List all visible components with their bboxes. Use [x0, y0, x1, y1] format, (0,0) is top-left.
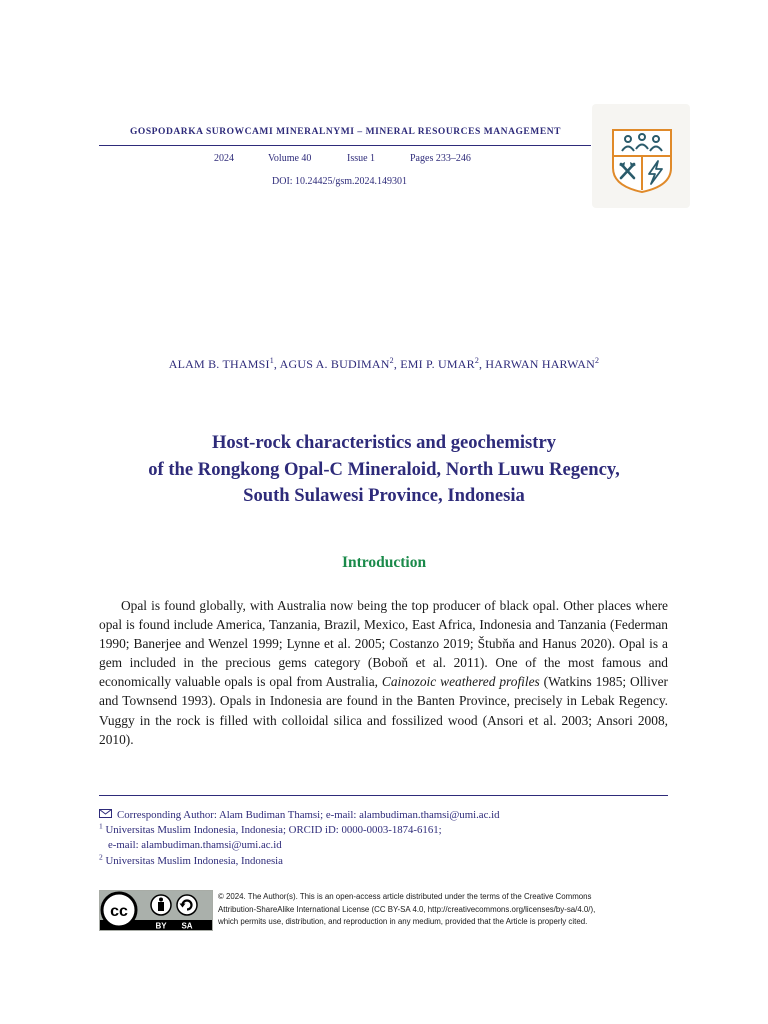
author-affiliation: 2 — [389, 356, 394, 365]
journal-pages: Pages 233–246 — [410, 153, 471, 164]
license-text — [218, 891, 670, 929]
author-name: EMI P. UMAR — [400, 357, 475, 371]
author-affiliation: 2 — [474, 356, 480, 365]
body-italic-term: Cainozoic weathered profiles — [381, 674, 540, 690]
journal-logo-icon — [611, 128, 673, 194]
journal-doi: DOI: 10.24425/gsm.2024.149301 — [272, 176, 407, 187]
affiliation-footnote-2 — [99, 854, 668, 869]
author-affiliation: 1 — [269, 356, 274, 365]
author-separator: , — [273, 357, 280, 371]
journal-volume: Volume 40 — [268, 153, 312, 164]
cc-by-sa-badge — [99, 890, 213, 931]
author-separator: , — [479, 357, 486, 371]
license-line: © 2024. The Author(s). This is an open-access article distributed under the terms of the Creative Commons — [218, 892, 592, 901]
affiliation-email: e-mail: alambudiman.thamsi@umi.ac.id — [108, 839, 282, 852]
journal-issue: Issue 1 — [347, 153, 376, 164]
footnotes — [99, 808, 668, 869]
license-line: Attribution-ShareAlike International License (CC BY-SA 4.0, http://creativecommons.org/licenses/by-sa/4.0/), — [218, 904, 596, 914]
badge-sa-label: SA — [181, 921, 193, 931]
author-affiliation: 2 — [595, 356, 600, 365]
title-line: Host-rock characteristics and geochemistry — [211, 432, 557, 453]
affiliation-footnote-1 — [99, 823, 668, 838]
section-heading: Introduction — [341, 554, 427, 571]
footnote-rule — [99, 795, 668, 796]
affiliation-text: Universitas Muslim Indonesia, Indonesia; ORCID iD: 0000-0003-1874-6161; — [105, 824, 442, 837]
body-paragraph — [99, 596, 668, 749]
corresponding-author-note — [99, 808, 668, 823]
badge-by-label: BY — [155, 921, 167, 931]
journal-name: GOSPODARKA SUROWCAMI MINERALNYMI – MINERAL RESOURCES MANAGEMENT — [129, 127, 562, 137]
corresponding-author-text: Corresponding Author: Alam Budiman Thamsi; e-mail: alambudiman.thamsi@umi.ac.id — [117, 809, 500, 821]
journal-year: 2024 — [214, 153, 234, 164]
affiliation-footnote-1-email — [99, 838, 668, 853]
author-name: HARWAN HARWAN — [485, 357, 596, 371]
cc-logo-text: cc — [110, 903, 128, 920]
footnote-mark: 1 — [99, 821, 103, 831]
footnote-mark: 2 — [99, 852, 103, 862]
author-list — [100, 357, 668, 372]
license-line: which permits use, distribution, and reproduction in any medium, provided that the Article is properly cited. — [218, 917, 588, 927]
author-name: ALAM B. THAMSI — [168, 357, 270, 371]
affiliation-text: Universitas Muslim Indonesia, Indonesia — [105, 854, 283, 867]
body-text-part: (Watkins 1985; Olliver and Townsend 1993). Opals in Indonesia are found in the Banten Province, precisely in Lebak Regency. Vuggy in the rock is filled with colloidal silica and fossilized wood (Ansori et al. 2003; Ansori 2008, 2010). — [99, 674, 668, 747]
header-rule — [99, 145, 591, 146]
envelope-icon — [99, 809, 112, 818]
author-separator: , — [393, 357, 401, 371]
article-title — [100, 430, 668, 510]
title-line: of the Rongkong Opal-C Mineraloid, North Luwu Regency, — [148, 458, 620, 480]
title-line: South Sulawesi Province, Indonesia — [243, 485, 525, 506]
body-text-part: Opal is found globally, with Australia now being the top producer of black opal. Other places where opal is found include America, Tanzania, Brazil, Mexico, East Africa, Indonesia and Tanzania (Federman 1990; Banerjee and Wenzel 1999; Lynne et al. 2005; Costanzo 2019; Štubňa and Hanus 2020). Opal is a gem included in the precious gems category (Boboň et al. 2011). One of the most famous and economically valuable opals is opal from Australia, — [99, 598, 668, 690]
author-name: AGUS A. BUDIMAN — [279, 357, 390, 371]
